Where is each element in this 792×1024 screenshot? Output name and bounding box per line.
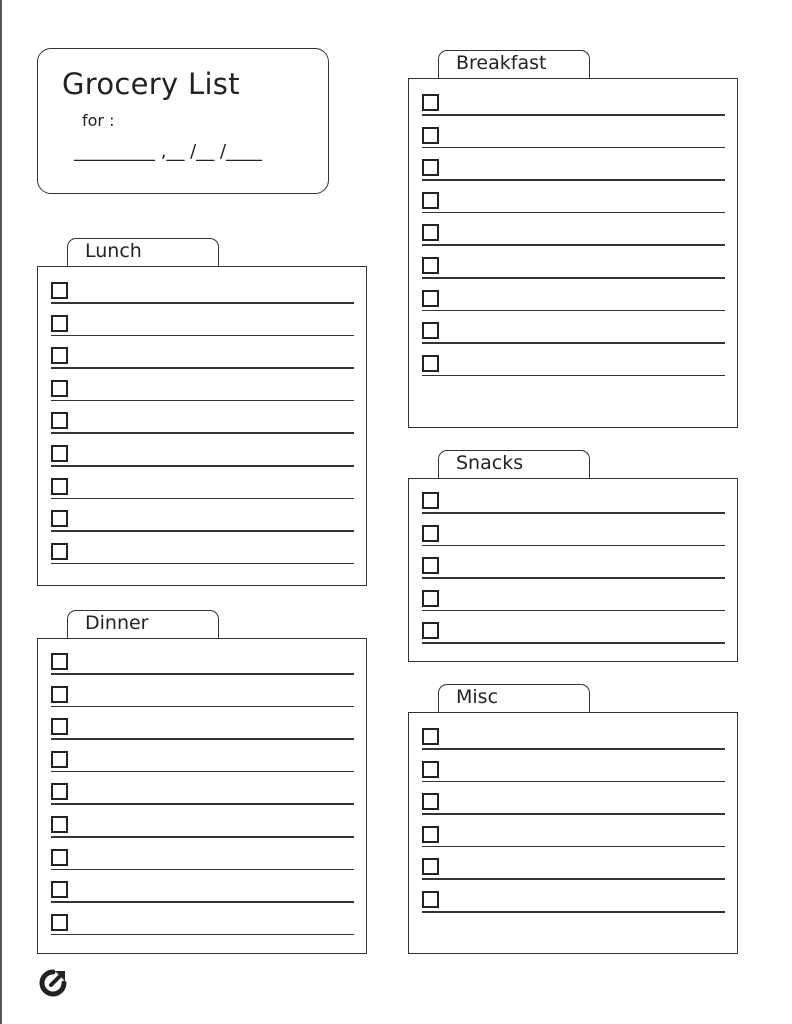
item-checkbox[interactable] [422,159,439,176]
write-in-line[interactable] [422,545,725,547]
tab-snacks [438,450,590,478]
list-item [51,409,354,441]
list-item [51,279,354,311]
item-checkbox[interactable] [422,891,439,908]
item-checkbox[interactable] [422,192,439,209]
tab-label: Breakfast [456,52,547,74]
write-in-line[interactable] [51,367,354,369]
name-date-blank: _________ ,__ /__ /____ [74,141,263,162]
write-in-line[interactable] [422,375,725,377]
list-item [51,780,354,812]
list-item [51,878,354,910]
item-checkbox[interactable] [422,322,439,339]
item-checkbox[interactable] [422,793,439,810]
write-in-line[interactable] [422,147,725,149]
item-checkbox[interactable] [422,355,439,372]
item-checkbox[interactable] [422,761,439,778]
list-item [51,846,354,878]
item-checkbox[interactable] [51,347,68,364]
write-in-line[interactable] [51,400,354,402]
list-item [422,124,725,156]
item-checkbox[interactable] [51,510,68,527]
item-checkbox[interactable] [422,290,439,307]
list-item [422,619,725,651]
item-checkbox[interactable] [422,858,439,875]
item-checkbox[interactable] [422,525,439,542]
list-item [51,312,354,344]
list-item [422,823,725,855]
write-in-line[interactable] [422,277,725,279]
list-item [51,507,354,539]
write-in-line[interactable] [422,114,725,116]
page-title: Grocery List [62,67,240,101]
list-item [422,587,725,619]
write-in-line[interactable] [422,610,725,612]
list-item [51,813,354,845]
list-item [422,254,725,286]
write-in-line[interactable] [422,212,725,214]
list-item [422,758,725,790]
item-checkbox[interactable] [422,492,439,509]
write-in-line[interactable] [422,310,725,312]
list-item [51,344,354,376]
list-item [51,377,354,409]
write-in-line[interactable] [422,179,725,181]
write-in-line[interactable] [422,748,725,750]
item-checkbox[interactable] [51,751,68,768]
item-checkbox[interactable] [51,653,68,670]
list-item [51,442,354,474]
write-in-line[interactable] [422,911,725,913]
write-in-line[interactable] [422,577,725,579]
item-checkbox[interactable] [51,881,68,898]
title-box [37,48,329,194]
page-left-edge [0,0,2,1024]
item-checkbox[interactable] [51,412,68,429]
write-in-line[interactable] [51,771,354,773]
list-item [422,489,725,521]
tab-label: Snacks [456,452,524,474]
item-checkbox[interactable] [51,783,68,800]
list-item [51,683,354,715]
item-checkbox[interactable] [51,282,68,299]
list-item [51,475,354,507]
list-item [422,352,725,384]
list-item [51,748,354,780]
item-checkbox[interactable] [422,826,439,843]
item-checkbox[interactable] [51,380,68,397]
tab-breakfast [438,50,590,78]
write-in-line[interactable] [51,803,354,805]
write-in-line[interactable] [51,530,354,532]
write-in-line[interactable] [422,642,725,644]
write-in-line[interactable] [51,498,354,500]
write-in-line[interactable] [51,563,354,565]
item-checkbox[interactable] [51,718,68,735]
item-checkbox[interactable] [422,257,439,274]
item-checkbox[interactable] [422,728,439,745]
write-in-line[interactable] [51,335,354,337]
item-checkbox[interactable] [422,224,439,241]
write-in-line[interactable] [51,934,354,936]
write-in-line[interactable] [422,781,725,783]
item-checkbox[interactable] [51,543,68,560]
item-checkbox[interactable] [51,914,68,931]
list-item [51,911,354,943]
tab-label: Lunch [85,240,142,262]
tab-dinner [67,610,219,638]
item-checkbox[interactable] [51,816,68,833]
item-checkbox[interactable] [422,557,439,574]
list-item [422,725,725,757]
item-checkbox[interactable] [51,315,68,332]
list-item [51,540,354,572]
for-label: for : [82,111,115,130]
list-item [422,287,725,319]
tab-label: Misc [456,686,499,708]
list-item [51,715,354,747]
section-dinner [37,610,367,954]
list-item [51,650,354,682]
write-in-line[interactable] [51,901,354,903]
list-item [422,189,725,221]
list-item [422,790,725,822]
write-in-line[interactable] [51,432,354,434]
write-in-line[interactable] [422,244,725,246]
write-in-line[interactable] [51,706,354,708]
write-in-line[interactable] [51,465,354,467]
section-snacks [408,450,738,662]
list-item [422,319,725,351]
tab-misc [438,684,590,712]
write-in-line[interactable] [422,846,725,848]
write-in-line[interactable] [422,813,725,815]
section-breakfast [408,50,738,428]
item-checkbox[interactable] [422,622,439,639]
write-in-line[interactable] [51,302,354,304]
item-checkbox[interactable] [422,94,439,111]
list-item [422,554,725,586]
write-in-line[interactable] [51,869,354,871]
tab-label: Dinner [85,612,149,634]
item-checkbox[interactable] [51,686,68,703]
list-item [422,221,725,253]
list-item [422,91,725,123]
list-item [422,888,725,920]
write-in-line[interactable] [422,342,725,344]
section-lunch [37,238,367,586]
item-checkbox[interactable] [422,127,439,144]
write-in-line[interactable] [51,738,354,740]
item-checkbox[interactable] [51,849,68,866]
list-item [422,855,725,887]
item-checkbox[interactable] [422,590,439,607]
write-in-line[interactable] [422,512,725,514]
list-item [422,522,725,554]
write-in-line[interactable] [51,673,354,675]
refresh-arrow-logo-icon [38,968,68,998]
write-in-line[interactable] [51,836,354,838]
item-checkbox[interactable] [51,478,68,495]
write-in-line[interactable] [422,878,725,880]
tab-lunch [67,238,219,266]
item-checkbox[interactable] [51,445,68,462]
section-misc [408,684,738,954]
list-item [422,156,725,188]
